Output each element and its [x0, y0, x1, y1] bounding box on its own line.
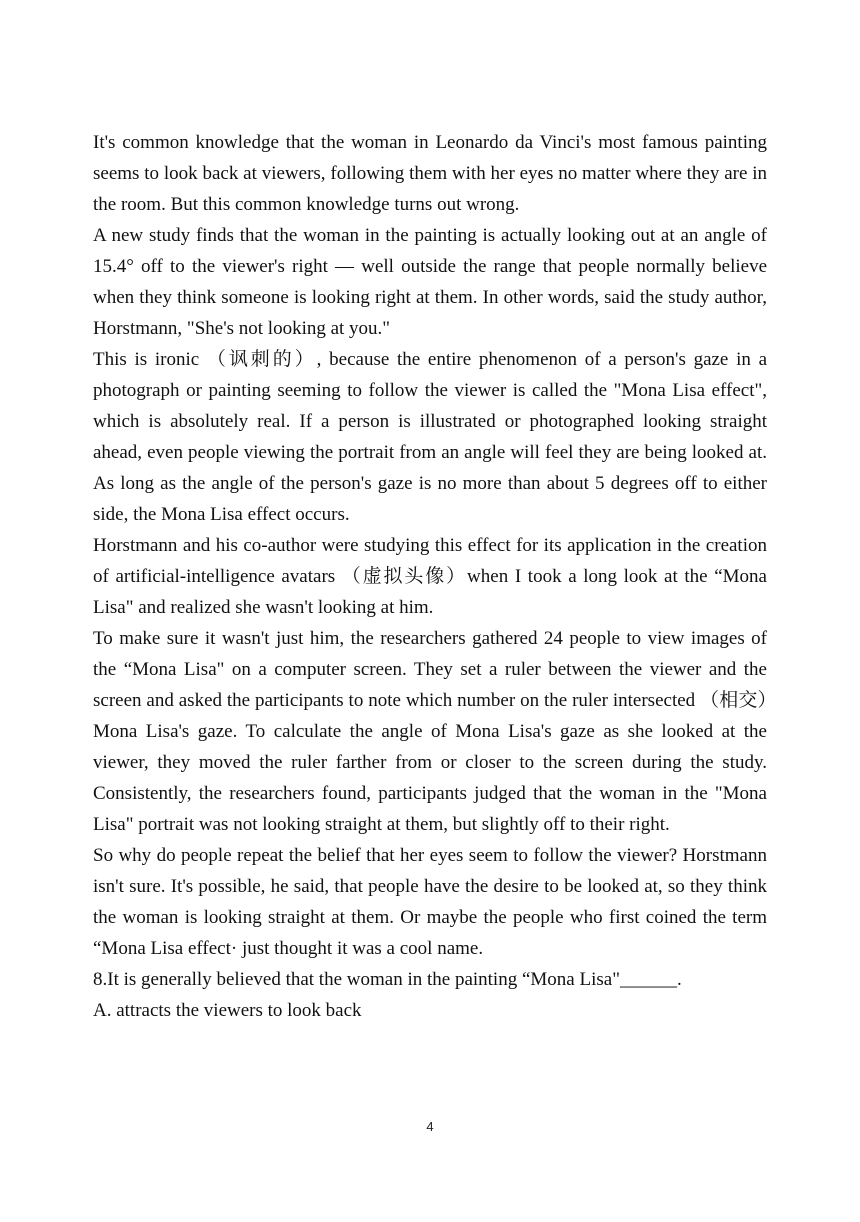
- passage: [93, 127, 767, 964]
- passage-paragraph-3: This is ironic （讽刺的）, because the entire phenomenon of a person's gaze in a photograph or painting seeming to follow the viewer is called the "Mona Lisa effect", which is absolutely real. If a person is illustrated or photographed looking straight ahead, even people viewing the portrait from an angle will feel they are being looked at. As long as the angle of the person's gaze is no more than about 5 degrees off to either side, the Mona Lisa effect occurs.: [93, 349, 767, 525]
- question-stem: 8.It is generally believed that the woman in the painting “Mona Lisa"______.: [93, 969, 682, 990]
- passage-paragraph-2: A new study finds that the woman in the painting is actually looking out at an angle of 15.4° off to the viewer's right — well outside the range that people normally believe when they think someone is looking right at them. In other words, said the study author, Horstmann, "She's not looking at you.": [93, 225, 767, 339]
- page-number: 4: [426, 1119, 434, 1134]
- passage-paragraph-4: Horstmann and his co-author were studying this effect for its application in the creation of artificial-intelligence avatars （虚拟头像）when I took a long look at the “Mona Lisa" and realized she wasn't looking at him.: [93, 535, 767, 618]
- question-block: [93, 964, 767, 1026]
- passage-paragraph-5: To make sure it wasn't just him, the researchers gathered 24 people to view images of the “Mona Lisa" on a computer screen. They set a ruler between the viewer and the screen and asked the participants to note which number on the ruler intersected （相交）Mona Lisa's gaze. To calculate the angle of Mona Lisa's gaze as she looked at the viewer, they moved the ruler farther from or closer to the screen during the study. Consistently, the researchers found, participants judged that the woman in the "Mona Lisa" portrait was not looking straight at them, but slightly off to their right.: [93, 628, 767, 835]
- passage-paragraph-1: It's common knowledge that the woman in Leonardo da Vinci's most famous painting seems to look back at viewers, following them with her eyes no matter where they are in the room. But this common knowledge turns out wrong.: [93, 132, 767, 215]
- passage-paragraph-6: So why do people repeat the belief that her eyes seem to follow the viewer? Horstmann isn't sure. It's possible, he said, that people have the desire to be looked at, so they think the woman is looking straight at them. Or maybe the people who first coined the term “Mona Lisa effect· just thought it was a cool name.: [93, 845, 767, 959]
- document-page: [93, 127, 767, 1026]
- question-option-a: A. attracts the viewers to look back: [93, 1000, 362, 1021]
